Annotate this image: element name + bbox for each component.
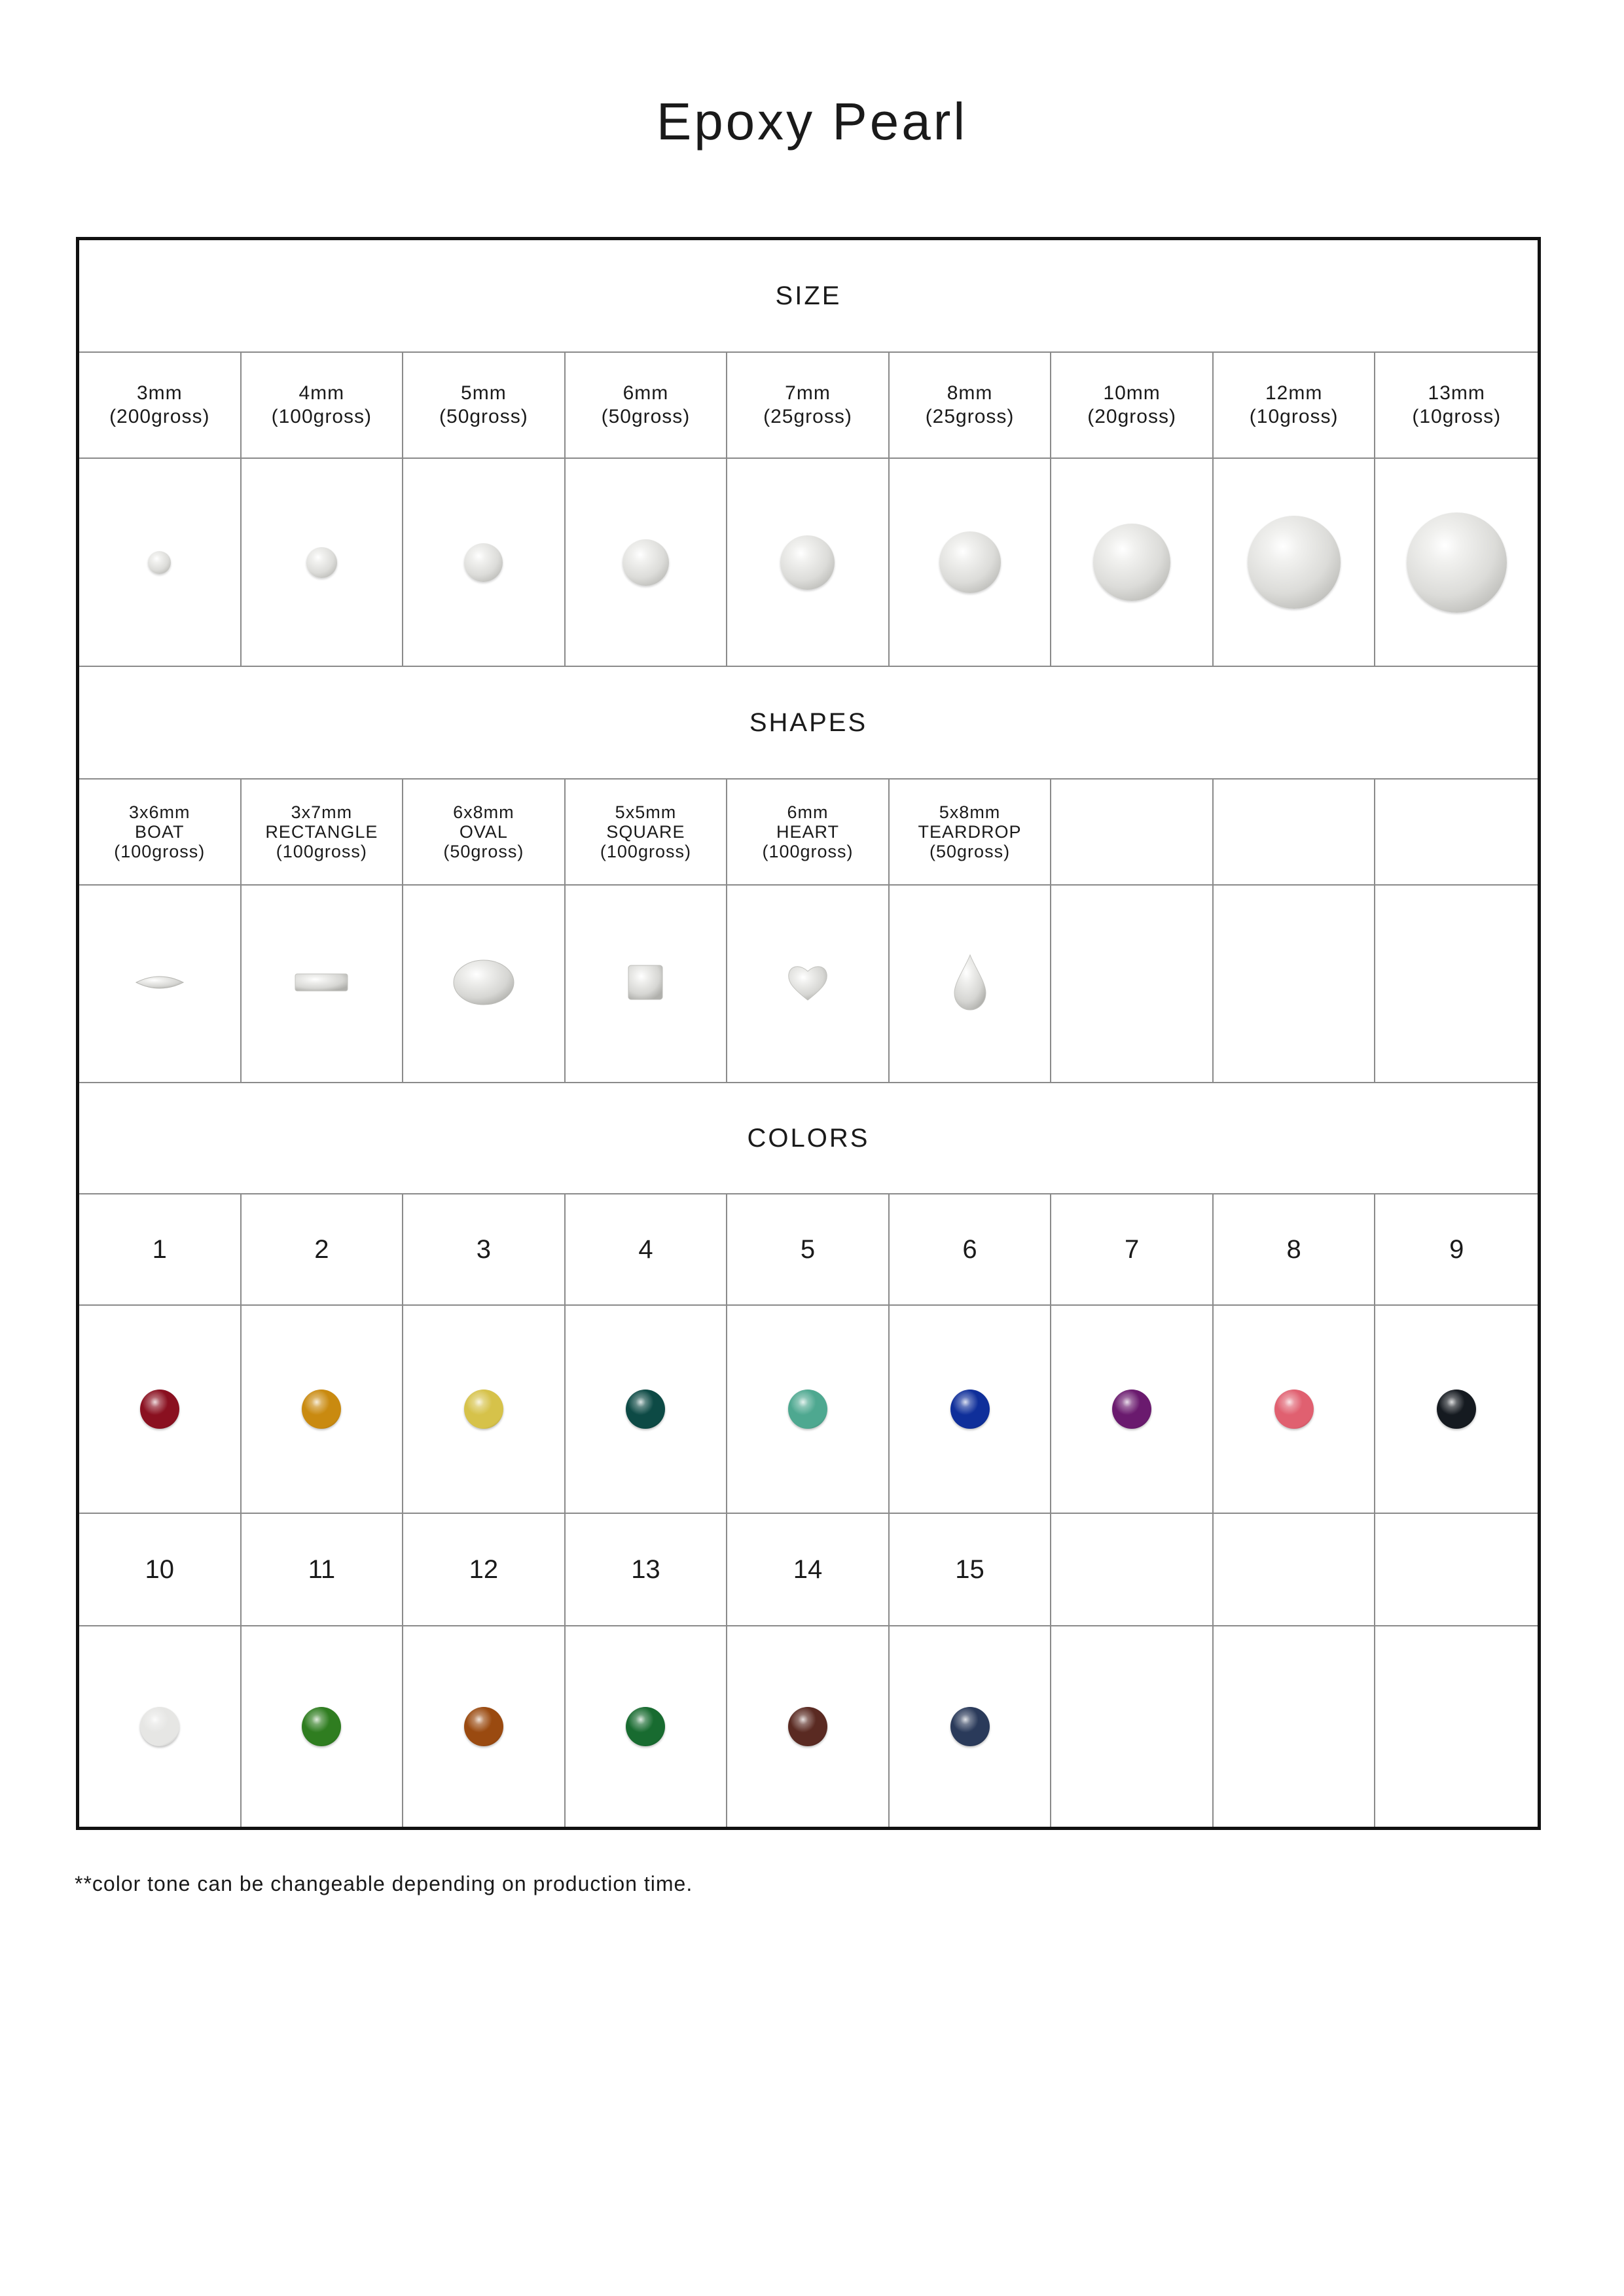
shape-size: 3x7mm [291, 802, 353, 822]
shape-label-cell [242, 780, 404, 884]
color-sample-cell [403, 1306, 566, 1513]
shape-sample-cell [403, 886, 566, 1082]
color-number-cell [1051, 1194, 1214, 1304]
shapes-heading: SHAPES [749, 708, 868, 737]
color-bead-icon [788, 1390, 827, 1429]
size-quantity: (25gross) [925, 406, 1015, 427]
color-number-cell [242, 1514, 404, 1625]
shape-name: HEART [776, 822, 839, 842]
shape-quantity: (100gross) [600, 842, 691, 861]
colors-section-header [79, 1083, 1538, 1194]
empty-cell [1375, 780, 1538, 884]
boat-shape-icon [134, 969, 186, 999]
color-bead-icon [302, 1390, 341, 1429]
size-value: 3mm [136, 382, 183, 404]
color-sample-cell [403, 1626, 566, 1827]
pearl-sample-icon [939, 531, 1001, 593]
color-bead-icon [1274, 1390, 1314, 1429]
color-number-cell [727, 1194, 890, 1304]
empty-cell [1375, 886, 1538, 1082]
shape-sample-cell [79, 886, 242, 1082]
size-heading: SIZE [775, 281, 842, 310]
shape-name: SQUARE [606, 822, 685, 842]
color-number-cell [403, 1514, 566, 1625]
color-sample-cell [79, 1626, 242, 1827]
shape-size: 6mm [787, 802, 829, 822]
size-sample-cell [403, 459, 566, 666]
shape-label-cell [403, 780, 566, 884]
size-value: 12mm [1265, 382, 1323, 404]
color-number: 14 [793, 1554, 823, 1584]
color-number-cell [727, 1514, 890, 1625]
shape-quantity: (50gross) [443, 842, 524, 861]
color-number: 1 [152, 1234, 167, 1264]
color-number: 13 [631, 1554, 660, 1584]
color-number: 3 [476, 1234, 491, 1264]
color-bead-icon [140, 1390, 179, 1429]
size-label-cell [403, 353, 566, 457]
rectangle-shape-icon [294, 971, 349, 997]
shape-size: 3x6mm [129, 802, 190, 822]
size-quantity: (20gross) [1087, 406, 1176, 427]
shape-samples-row [79, 886, 1538, 1083]
color-number: 10 [145, 1554, 175, 1584]
pearl-sample-icon [1248, 516, 1341, 609]
size-quantity: (10gross) [1249, 406, 1339, 427]
size-sample-cell [566, 459, 728, 666]
color-numbers-row-2 [79, 1514, 1538, 1626]
color-number: 5 [800, 1234, 816, 1264]
size-label-cell [242, 353, 404, 457]
shape-label-cell [79, 780, 242, 884]
color-number: 15 [955, 1554, 984, 1584]
color-number: 9 [1449, 1234, 1464, 1264]
size-sample-cell [242, 459, 404, 666]
colors-heading: COLORS [747, 1123, 870, 1153]
size-sample-cell [1375, 459, 1538, 666]
color-sample-cell [566, 1306, 728, 1513]
color-number: 12 [469, 1554, 499, 1584]
size-label-cell [1375, 353, 1538, 457]
shape-name: TEARDROP [918, 822, 1022, 842]
color-sample-cell [1375, 1306, 1538, 1513]
empty-cell [1214, 780, 1376, 884]
empty-cell [1051, 780, 1214, 884]
color-numbers-row-1 [79, 1194, 1538, 1306]
size-label-cell [566, 353, 728, 457]
size-value: 4mm [298, 382, 345, 404]
shape-label-cell [890, 780, 1052, 884]
color-samples-row-1 [79, 1306, 1538, 1514]
color-bead-icon [626, 1707, 665, 1746]
color-number-cell [79, 1194, 242, 1304]
color-bead-icon [140, 1707, 179, 1746]
color-number: 4 [638, 1234, 653, 1264]
empty-cell [1051, 1514, 1214, 1625]
shape-quantity: (50gross) [929, 842, 1011, 861]
size-sample-cell [890, 459, 1052, 666]
color-number-cell [79, 1514, 242, 1625]
shape-labels-row [79, 780, 1538, 886]
size-quantity: (50gross) [601, 406, 691, 427]
size-value: 10mm [1103, 382, 1161, 404]
size-label-cell [1214, 353, 1376, 457]
color-number: 6 [962, 1234, 977, 1264]
shape-label-cell [566, 780, 728, 884]
shape-name: RECTANGLE [265, 822, 378, 842]
color-number: 7 [1124, 1234, 1140, 1264]
shape-size: 6x8mm [453, 802, 514, 822]
heart-shape-icon [786, 962, 829, 1006]
size-label-cell [890, 353, 1052, 457]
oval-shape-icon [451, 958, 516, 1011]
color-number: 8 [1286, 1234, 1301, 1264]
size-quantity: (200gross) [109, 406, 210, 427]
empty-cell [1214, 886, 1376, 1082]
color-sample-cell [1051, 1306, 1214, 1513]
color-sample-cell [79, 1306, 242, 1513]
size-quantity: (50gross) [439, 406, 528, 427]
teardrop-shape-icon [950, 952, 990, 1016]
empty-cell [1214, 1626, 1376, 1827]
empty-cell [1214, 1514, 1376, 1625]
product-table [76, 237, 1541, 1830]
pearl-sample-icon [148, 551, 171, 574]
color-bead-icon [950, 1390, 990, 1429]
size-value: 5mm [461, 382, 507, 404]
size-samples-row [79, 459, 1538, 667]
size-sample-cell [727, 459, 890, 666]
size-value: 6mm [623, 382, 669, 404]
size-sample-cell [1051, 459, 1214, 666]
empty-cell [1051, 1626, 1214, 1827]
size-labels-row [79, 353, 1538, 459]
color-number-cell [1375, 1194, 1538, 1304]
size-sample-cell [1214, 459, 1376, 666]
shape-quantity: (100gross) [762, 842, 854, 861]
color-number-cell [566, 1194, 728, 1304]
shape-sample-cell [242, 886, 404, 1082]
shape-name: OVAL [459, 822, 508, 842]
pearl-sample-icon [1407, 512, 1507, 613]
size-section-header [79, 240, 1538, 353]
size-quantity: (100gross) [271, 406, 372, 427]
shape-size: 5x8mm [939, 802, 1001, 822]
color-number-cell [1214, 1194, 1376, 1304]
shape-size: 5x5mm [615, 802, 677, 822]
color-number-cell [566, 1514, 728, 1625]
size-sample-cell [79, 459, 242, 666]
color-tone-note: **color tone can be changeable depending on production time. [75, 1872, 693, 1895]
color-bead-icon [302, 1707, 341, 1746]
size-value: 13mm [1428, 382, 1485, 404]
size-value: 7mm [785, 382, 831, 404]
empty-cell [1375, 1514, 1538, 1625]
color-bead-icon [1112, 1390, 1151, 1429]
color-bead-icon [788, 1707, 827, 1746]
shapes-section-header [79, 667, 1538, 780]
color-sample-cell [727, 1306, 890, 1513]
color-bead-icon [464, 1707, 503, 1746]
color-sample-cell [566, 1626, 728, 1827]
shape-sample-cell [890, 886, 1052, 1082]
color-samples-row-2 [79, 1626, 1538, 1827]
color-bead-icon [626, 1390, 665, 1429]
shape-name: BOAT [135, 822, 185, 842]
color-number-cell [890, 1514, 1052, 1625]
shape-sample-cell [727, 886, 890, 1082]
color-bead-icon [950, 1707, 990, 1746]
size-label-cell [1051, 353, 1214, 457]
shape-sample-cell [566, 886, 728, 1082]
size-label-cell [79, 353, 242, 457]
color-number: 11 [308, 1554, 336, 1584]
pearl-sample-icon [623, 539, 669, 586]
color-sample-cell [242, 1306, 404, 1513]
color-number-cell [403, 1194, 566, 1304]
color-sample-cell [1214, 1306, 1376, 1513]
size-quantity: (10gross) [1412, 406, 1502, 427]
page-title: Epoxy Pearl [656, 92, 968, 151]
pearl-sample-icon [306, 547, 337, 578]
color-bead-icon [464, 1390, 503, 1429]
color-number-cell [242, 1194, 404, 1304]
shape-quantity: (100gross) [114, 842, 206, 861]
size-value: 8mm [947, 382, 993, 404]
color-bead-icon [1437, 1390, 1476, 1429]
pearl-sample-icon [1093, 524, 1170, 601]
pearl-sample-icon [780, 535, 835, 590]
color-sample-cell [242, 1626, 404, 1827]
size-quantity: (25gross) [763, 406, 852, 427]
size-label-cell [727, 353, 890, 457]
color-sample-cell [890, 1626, 1052, 1827]
empty-cell [1051, 886, 1214, 1082]
empty-cell [1375, 1626, 1538, 1827]
shape-label-cell [727, 780, 890, 884]
shape-quantity: (100gross) [276, 842, 367, 861]
color-number: 2 [314, 1234, 329, 1264]
square-shape-icon [626, 963, 665, 1005]
color-sample-cell [727, 1626, 890, 1827]
color-sample-cell [890, 1306, 1052, 1513]
pearl-sample-icon [464, 543, 503, 582]
color-number-cell [890, 1194, 1052, 1304]
